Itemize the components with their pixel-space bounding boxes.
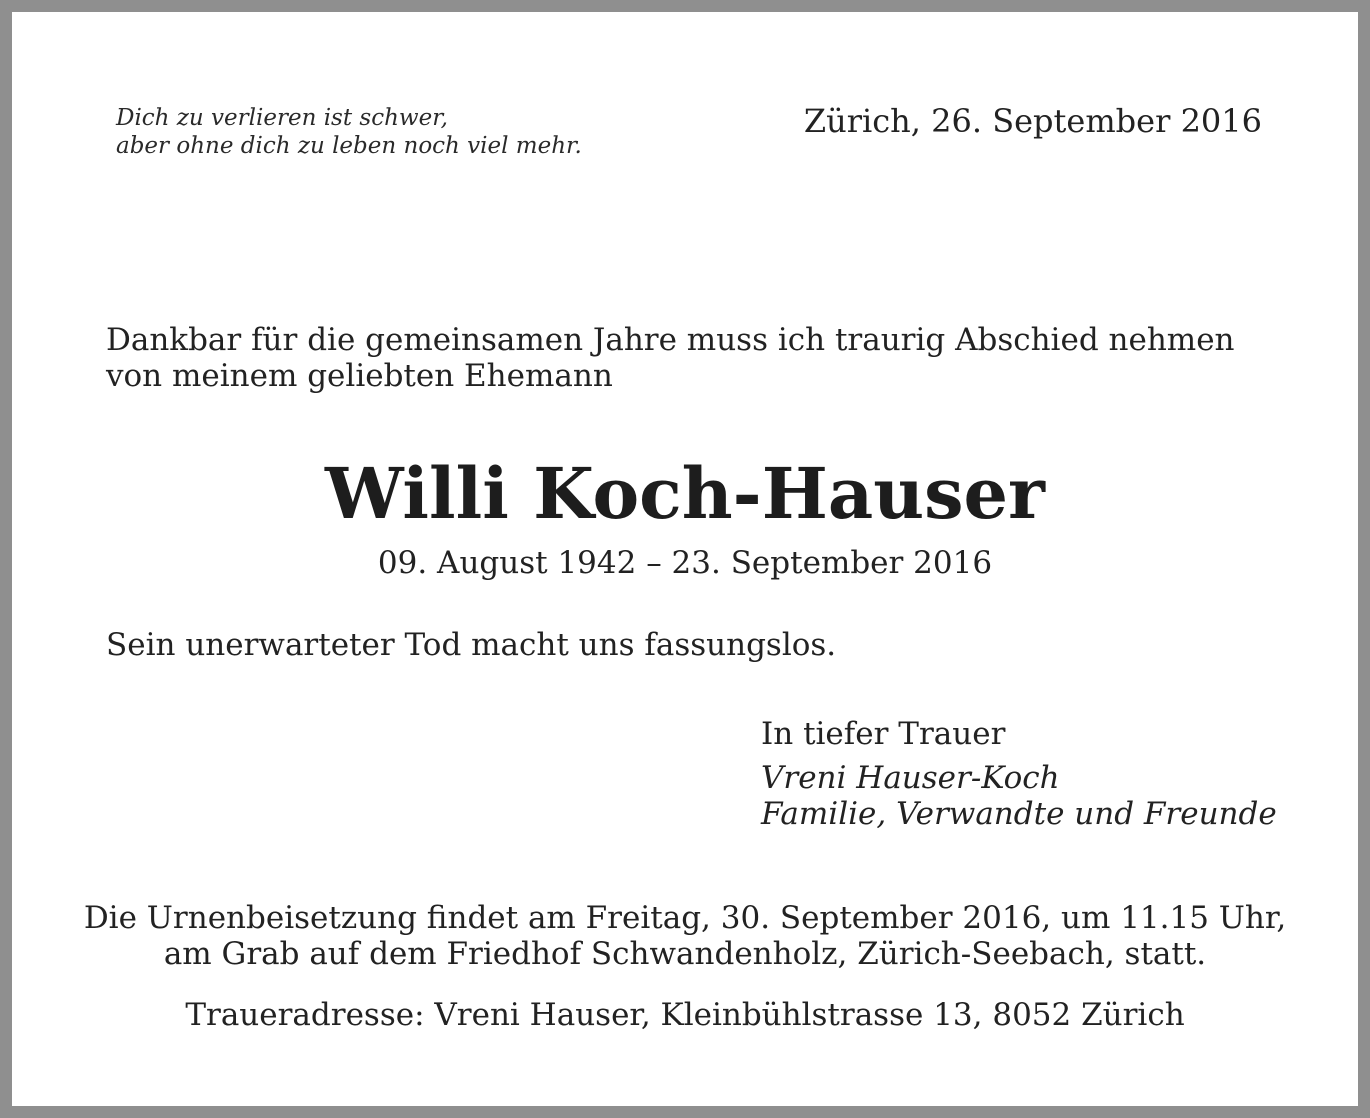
ceremony-line: Die Urnenbeisetzung findet am Freitag, 30. September 2016, um 11.15 Uhr, [83, 900, 1287, 936]
mourner-line: Vreni Hauser-Koch [761, 760, 1060, 796]
ceremony-info [12, 900, 1358, 972]
deceased-name: Willi Koch-Hauser [325, 452, 1045, 535]
intro-line: Dankbar für die gemeinsamen Jahre muss ich traurig Abschied nehmen [106, 322, 1235, 358]
intro-line: von meinem geliebten Ehemann [106, 358, 613, 394]
memorial-quote [116, 104, 582, 160]
statement-text: Sein unerwarteter Tod macht uns fassungslos. [106, 627, 837, 663]
mourners-heading: In tiefer Trauer [761, 716, 1006, 752]
quote-line: aber ohne dich zu leben noch viel mehr. [116, 133, 582, 159]
mourners-block [761, 716, 1277, 832]
place-and-date: Zürich, 26. September 2016 [803, 102, 1262, 140]
intro-text [106, 322, 1235, 394]
lifespan-dates: 09. August 1942 – 23. September 2016 [377, 545, 993, 581]
quote-line: Dich zu verlieren ist schwer, [116, 105, 448, 131]
ceremony-line: am Grab auf dem Friedhof Schwandenholz, Zürich-Seebach, statt. [163, 936, 1207, 972]
mourning-address: Traueradresse: Vreni Hauser, Kleinbühlstrasse 13, 8052 Zürich [185, 997, 1185, 1033]
mourner-line: Familie, Verwandte und Freunde [761, 796, 1277, 832]
obituary-notice [12, 12, 1358, 1106]
